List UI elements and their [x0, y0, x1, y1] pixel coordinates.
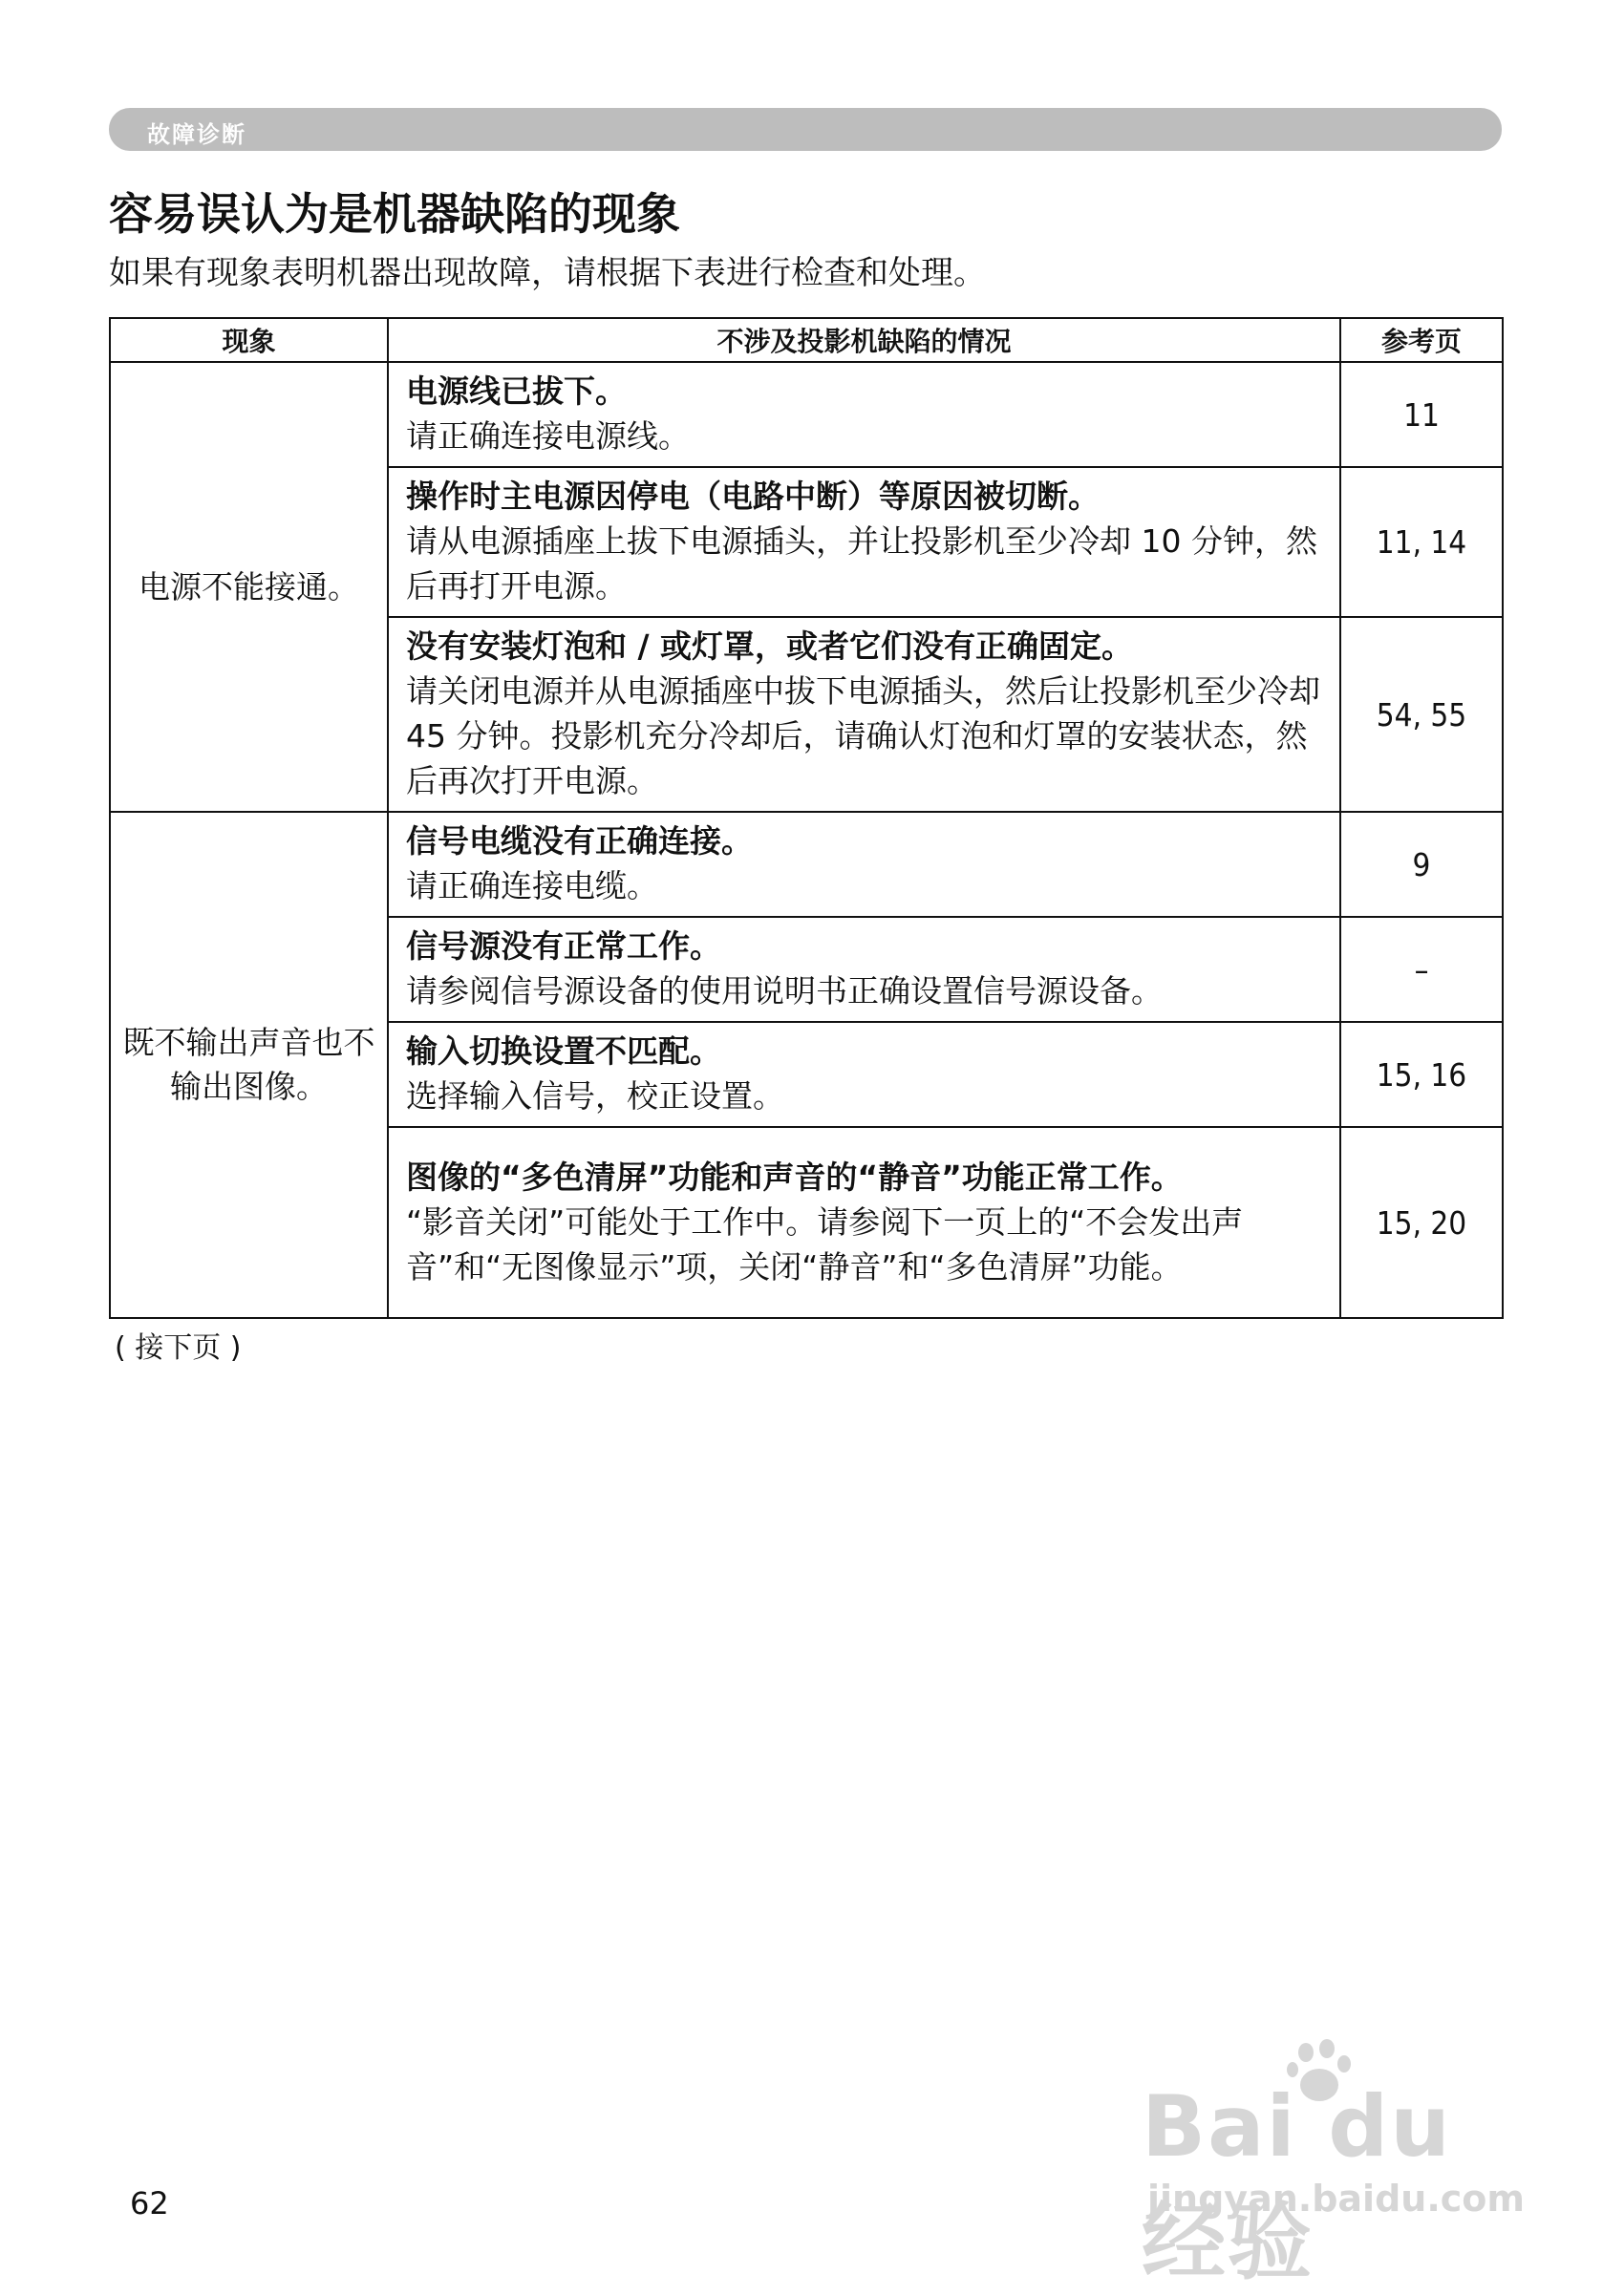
intro-text: 如果有现象表明机器出现故障，请根据下表进行检查和处理。: [109, 254, 986, 292]
condition-body: 选择输入信号，校正设置。: [406, 1077, 784, 1115]
condition-heading: 输入切换设置不匹配。: [406, 1032, 721, 1070]
symptom-text: 电源不能接通。: [139, 567, 359, 606]
condition-cell: [388, 617, 1340, 812]
condition-cell: [388, 1127, 1340, 1318]
ref-page-cell: 11, 14: [1340, 467, 1503, 617]
symptom-text: 既不输出声音也不输出图像。: [122, 1024, 375, 1105]
condition-cell: [388, 812, 1340, 917]
watermark-url: jingyan.baidu.com: [1147, 2178, 1525, 2220]
symptom-cell: [110, 362, 388, 812]
page-title: 容易误认为是机器缺陷的现象: [109, 188, 680, 240]
column-header-symptom: 现象: [110, 318, 388, 362]
table-header-row: [110, 318, 1503, 362]
watermark: [1142, 2039, 1525, 2291]
condition-cell: [388, 467, 1340, 617]
condition-body: 请从电源插座上拔下电源插头，并让投影机至少冷却 10 分钟，然后再打开电源。: [406, 522, 1317, 605]
ref-page-cell: 15, 16: [1340, 1022, 1503, 1127]
condition-body: 请正确连接电缆。: [406, 867, 658, 904]
condition-heading: 操作时主电源因停电（电路中断）等原因被切断。: [406, 478, 1100, 515]
ref-page-cell: 54, 55: [1340, 617, 1503, 812]
section-header-bar: [109, 108, 1502, 151]
watermark-brand: Bai du 经验: [1142, 2077, 1452, 2291]
condition-body: 请关闭电源并从电源插座中拔下电源插头，然后让投影机至少冷却 45 分钟。投影机充分冷却后，请确认灯泡和灯罩的安装状态，然后再次打开电源。: [406, 672, 1320, 799]
table-row: [110, 812, 1503, 917]
condition-body: 请正确连接电源线。: [406, 417, 690, 455]
ref-page-cell: 15, 20: [1340, 1127, 1503, 1318]
condition-heading: 没有安装灯泡和 / 或灯罩，或者它们没有正确固定。: [406, 627, 1134, 665]
condition-cell: [388, 362, 1340, 467]
condition-heading: 信号电缆没有正确连接。: [406, 822, 753, 860]
symptom-cell: [110, 812, 388, 1318]
condition-cell: [388, 1022, 1340, 1127]
condition-heading: 电源线已拔下。: [406, 372, 627, 410]
column-header-ref-page: 参考页: [1340, 318, 1503, 362]
ref-page-cell: 11: [1340, 362, 1503, 467]
ref-page-cell: –: [1340, 917, 1503, 1022]
condition-body: 请参阅信号源设备的使用说明书正确设置信号源设备。: [406, 972, 1163, 1010]
troubleshooting-table: [109, 317, 1504, 1319]
continued-note: ( 接下页 ): [115, 1331, 242, 1365]
ref-page-cell: 9: [1340, 812, 1503, 917]
condition-heading: 图像的“多色清屏”功能和声音的“静音”功能正常工作。: [406, 1158, 1183, 1196]
section-label: 故障诊断: [147, 121, 246, 148]
page-number: 62: [130, 2185, 169, 2222]
condition-cell: [388, 917, 1340, 1022]
column-header-condition: 不涉及投影机缺陷的情况: [388, 318, 1340, 362]
condition-heading: 信号源没有正常工作。: [406, 927, 721, 965]
condition-body: “影音关闭”可能处于工作中。请参阅下一页上的“不会发出声音”和“无图像显示”项，关闭“静音”和“多色清屏”功能。: [406, 1202, 1244, 1286]
table-row: [110, 362, 1503, 467]
